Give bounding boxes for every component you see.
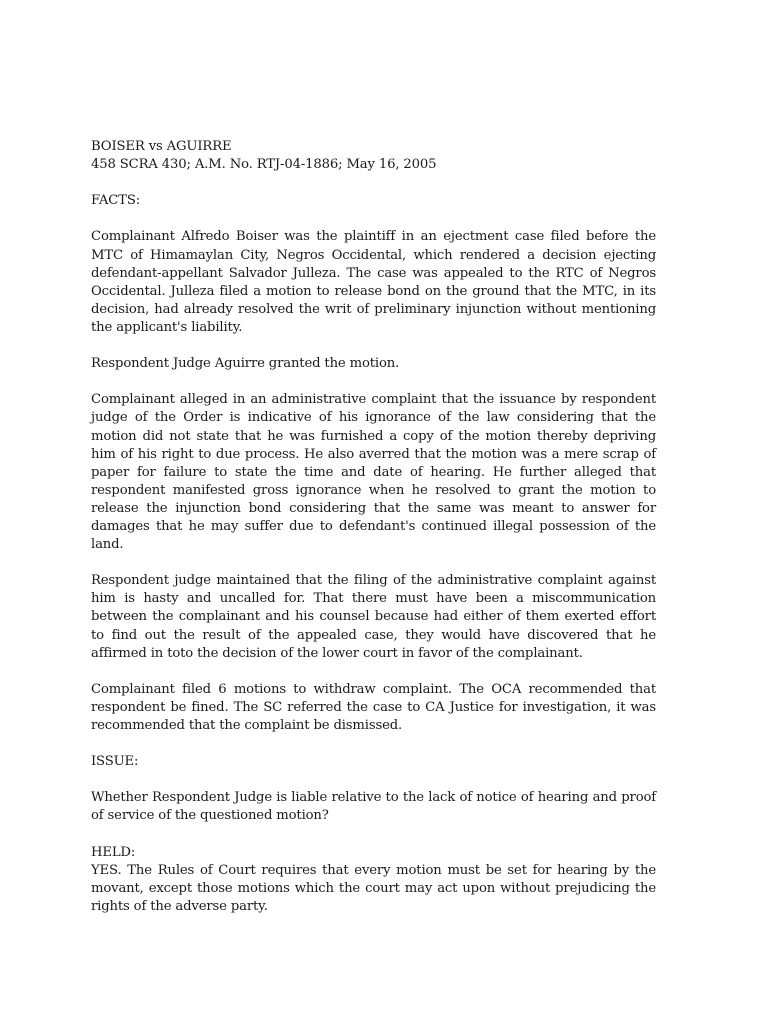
- facts-paragraph: Complainant filed 6 motions to withdraw complaint. The OCA recommended that respondent be fined. The SC referred the case to CA Justice for investigation, it was recommended that the complaint be dismissed.: [91, 681, 656, 733]
- case-citation: 458 SCRA 430; A.M. No. RTJ-04-1886; May 16, 2005: [91, 157, 437, 173]
- held-text: YES. The Rules of Court requires that every motion must be set for hearing by the movant, except those motions which the court may act upon without prejudicing the rights of the adverse party.: [91, 862, 656, 914]
- facts-paragraph: Complainant alleged in an administrative complaint that the issuance by respondent judge of the Order is indicative of his ignorance of the law considering that the motion did not state that he was furnished a copy of the motion thereby depriving him of his right to due process. He also averred that the motion was a mere scrap of paper for failure to state the time and date of hearing. He further alleged that respondent manifested gross ignorance when he resolved to grant the motion to release the injunction bond considering that the same was meant to answer for damages that he may suffer due to defendant's continued illegal possession of the land.: [91, 392, 656, 553]
- facts-heading: FACTS:: [91, 193, 140, 209]
- case-title: BOISER vs AGUIRRE: [91, 139, 232, 154]
- facts-paragraph: Complainant Alfredo Boiser was the plaintiff in an ejectment case filed before the MTC of Himamaylan City, Negros Occidental, which rendered a decision ejecting defendant-appellant Salvador Julleza. The case was appealed to the RTC of Negros Occidental. Julleza filed a motion to release bond on the ground that the MTC, in its decision, had already resolved the writ of preliminary injunction without mentioning the applicant's liability.: [91, 229, 656, 335]
- facts-paragraph: Respondent Judge Aguirre granted the motion.: [91, 356, 400, 372]
- issue-text: Whether Respondent Judge is liable relative to the lack of notice of hearing and proof of service of the questioned motion?: [91, 790, 656, 824]
- issue-heading: ISSUE:: [91, 754, 139, 770]
- facts-paragraph: Respondent judge maintained that the filing of the administrative complaint against him is hasty and uncalled for. That there must have been a miscommunication between the complainant and his counsel because had either of them exerted effort to find out the result of the appealed case, they would have discovered that he affirmed in toto the decision of the lower court in favor of the complainant.: [91, 573, 656, 661]
- document-page: [91, 138, 656, 916]
- held-heading: HELD:: [91, 844, 136, 860]
